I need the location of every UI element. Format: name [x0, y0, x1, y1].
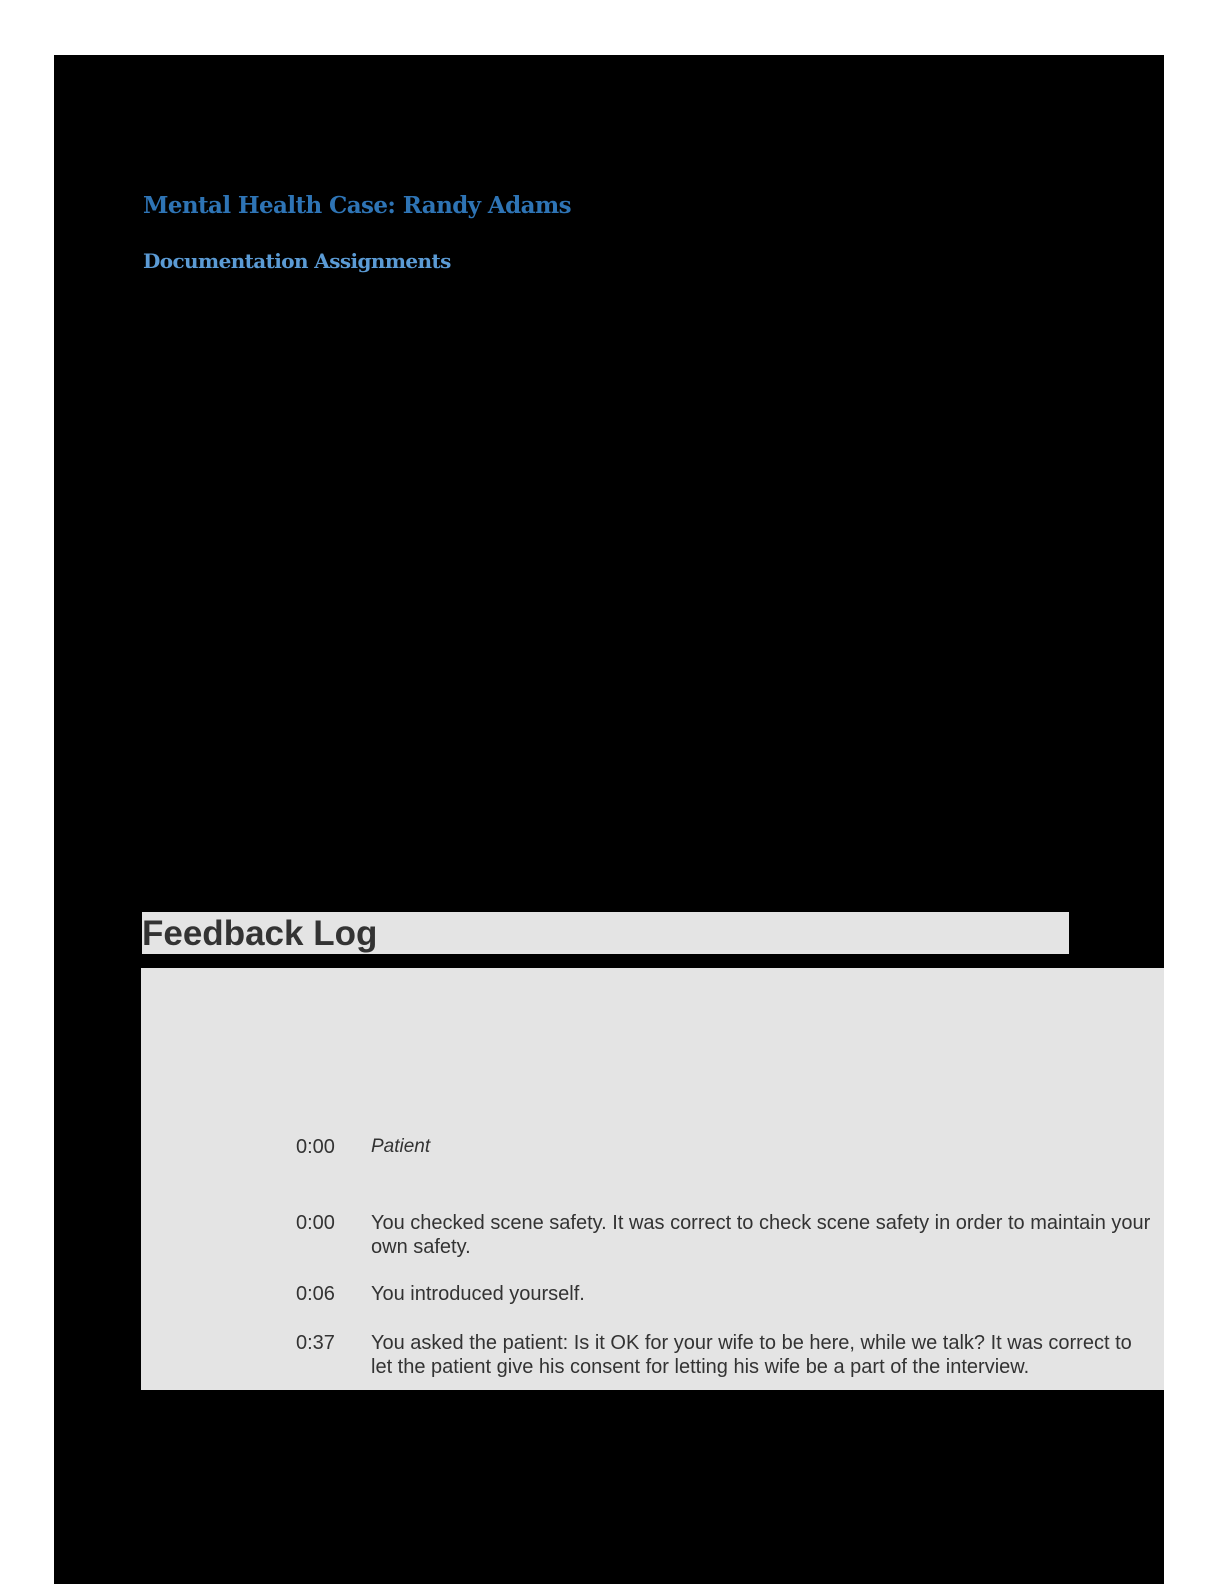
entry-text: You checked scene safety. It was correct to check scene safety in order to maintain your own safety. [371, 1212, 1151, 1258]
feedback-log-panel [141, 968, 1164, 1390]
entry-time: 0:00 [296, 1136, 335, 1158]
entry-text: You introduced yourself. [371, 1283, 585, 1305]
feedback-log-heading: Feedback Log [142, 914, 378, 953]
entry-time: 0:00 [296, 1212, 335, 1234]
entry-time: 0:06 [296, 1283, 335, 1305]
document-title: Mental Health Case: Randy Adams [143, 192, 571, 219]
entry-text: You asked the patient: Is it OK for your wife to be here, while we talk? It was correct to let the patient give his consent for letting his wife be a part of the interview. [371, 1332, 1132, 1378]
entry-text: Patient [371, 1136, 431, 1157]
document-subtitle: Documentation Assignments [143, 249, 451, 273]
entry-time: 0:37 [296, 1332, 335, 1354]
feedback-log-header [142, 912, 1069, 954]
